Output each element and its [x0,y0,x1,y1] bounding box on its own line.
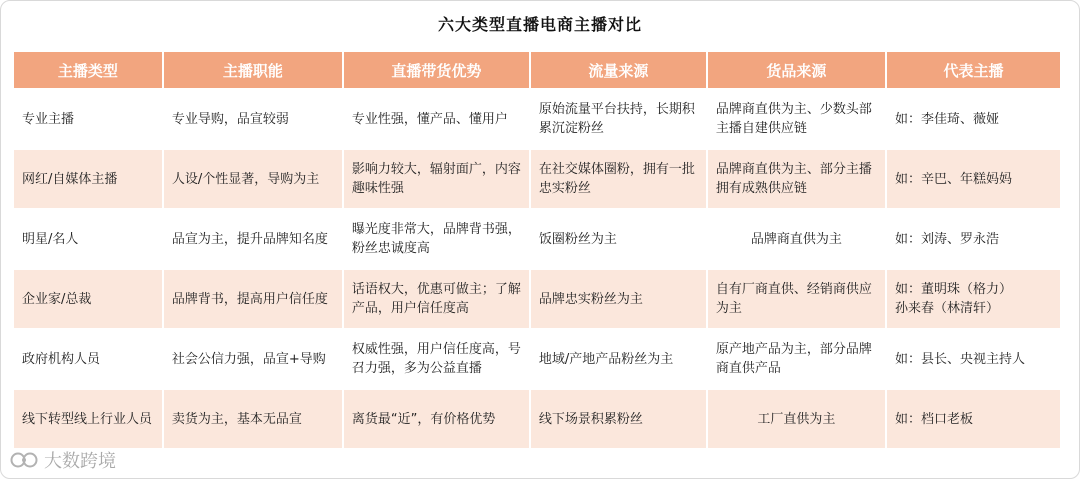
table-row [14,270,1060,328]
table-cell: 品牌商直供为主、部分主播拥有成熟供应链 [708,150,885,208]
table-cell: 企业家/总裁 [14,270,162,328]
header-cell: 流量来源 [531,52,706,88]
table-cell: 如：李佳琦、薇娅 [887,90,1060,148]
table-cell: 影响力较大，辐射面广，内容趣味性强 [344,150,529,208]
table-row [14,210,1060,268]
table-cell: 品牌商直供为主、少数头部主播自建供应链 [708,90,885,148]
table-cell: 如：董明珠（格力） 孙来春（林清轩） [887,270,1060,328]
table-cell: 原产地产品为主，部分品牌商直供产品 [708,330,885,388]
table-cell: 饭圈粉丝为主 [531,210,706,268]
table-row [14,90,1060,148]
table-header-row [14,52,1060,88]
table-cell: 卖货为主，基本无品宣 [164,390,342,448]
header-cell: 直播带货优势 [344,52,529,88]
table-cell: 自有厂商直供、经销商供应为主 [708,270,885,328]
table-row [14,330,1060,388]
table-cell: 如：刘涛、罗永浩 [887,210,1060,268]
table-cell: 原始流量平台扶持，长期积累沉淀粉丝 [531,90,706,148]
table-cell: 品宣为主，提升品牌知名度 [164,210,342,268]
header-cell: 代表主播 [887,52,1060,88]
table-row [14,390,1060,448]
table-cell: 品牌商直供为主 [708,210,885,268]
table-cell: 如：辛巴、年糕妈妈 [887,150,1060,208]
table-cell: 网红/自媒体主播 [14,150,162,208]
page-title: 六大类型直播电商主播对比 [437,15,642,34]
table-cell: 曝光度非常大，品牌背书强，粉丝忠诚度高 [344,210,529,268]
table-cell: 明星/名人 [14,210,162,268]
header-cell: 货品来源 [708,52,885,88]
table-cell: 权威性强，用户信任度高，号召力强，多为公益直播 [344,330,529,388]
header-cell: 主播职能 [164,52,342,88]
table-cell: 品牌背书，提高用户信任度 [164,270,342,328]
watermark [10,447,116,473]
table-cell: 专业主播 [14,90,162,148]
table-cell: 工厂直供为主 [708,390,885,448]
table-cell: 人设/个性显著，导购为主 [164,150,342,208]
table-cell: 政府机构人员 [14,330,162,388]
table-cell: 专业性强，懂产品、懂用户 [344,90,529,148]
table-cell: 线下场景积累粉丝 [531,390,706,448]
table-cell: 品牌忠实粉丝为主 [531,270,706,328]
table-cell: 社会公信力强，品宣+导购 [164,330,342,388]
table-cell: 在社交媒体圈粉，拥有一批忠实粉丝 [531,150,706,208]
table-cell: 专业导购，品宣较弱 [164,90,342,148]
logo-icon [10,449,40,471]
table-cell: 线下转型线上行业人员 [14,390,162,448]
table-cell: 话语权大，优惠可做主；了解产品，用户信任度高 [344,270,529,328]
table-cell: 如：档口老板 [887,390,1060,448]
header-cell: 主播类型 [14,52,162,88]
table-cell: 离货最“近”，有价格优势 [344,390,529,448]
table-cell: 如：县长、央视主持人 [887,330,1060,388]
table-cell: 地域/产地产品粉丝为主 [531,330,706,388]
watermark-text: 大数跨境 [44,451,116,472]
comparison-table [12,50,1062,450]
table-row [14,150,1060,208]
